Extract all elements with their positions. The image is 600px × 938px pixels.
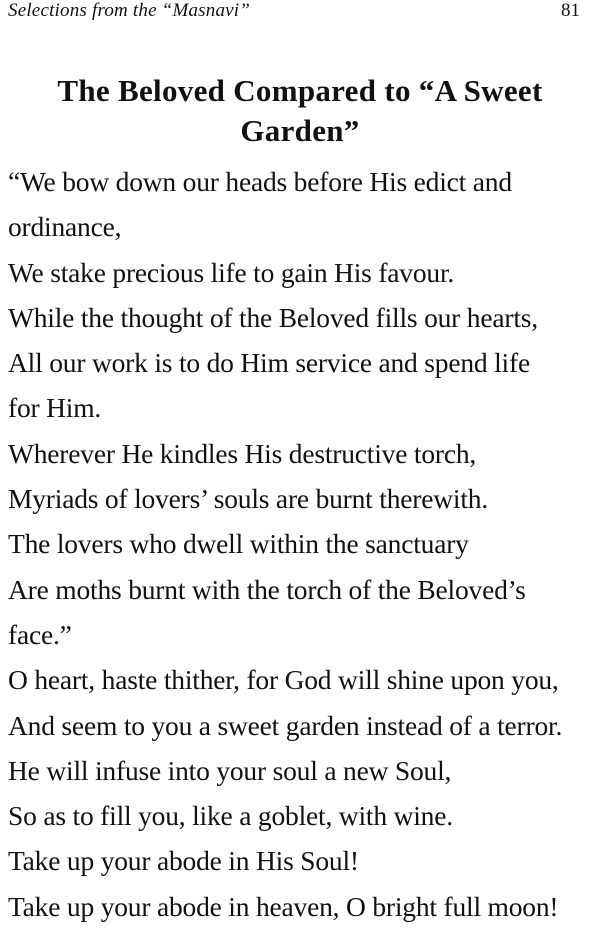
poem-line: “We bow down our heads before His edict and — [8, 166, 512, 197]
poem-line: O heart, haste thither, for God will shine upon you, — [8, 664, 559, 696]
poem-line: And seem to you a sweet garden instead of a terror. — [8, 709, 563, 741]
poem-line: The lovers who dwell within the sanctuary — [8, 528, 469, 560]
poem-line: for Him. — [8, 392, 102, 424]
poem-line: Take up your abode in His Soul! — [8, 845, 359, 877]
poem-line: So as to fill you, like a goblet, with wine. — [8, 800, 453, 832]
section-title-line-1: The Beloved Compared to “A Sweet — [57, 73, 543, 108]
poem-line: Wherever He kindles His destructive torch, — [8, 437, 477, 469]
poem-line: Myriads of lovers’ souls are burnt therewith. — [8, 483, 489, 515]
page-number: 81 — [561, 0, 580, 21]
poem-line: Are moths burnt with the torch of the Beloved’s — [8, 573, 526, 605]
poem-line: While the thought of the Beloved fills our hearts, — [8, 301, 538, 333]
section-title — [0, 71, 600, 151]
running-head: Selections from the “Masnavi” — [8, 0, 251, 21]
poem-body — [8, 159, 596, 929]
poem-line: He will infuse into your soul a new Soul, — [8, 754, 452, 786]
poem-line: ordinance, — [8, 211, 122, 243]
poem-line: Take up your abode in heaven, O bright full moon! — [8, 890, 559, 922]
poem-line: All our work is to do Him service and spend life — [8, 347, 530, 379]
section-title-line-2: Garden” — [240, 113, 360, 148]
poem-line: face.” — [8, 618, 72, 650]
poem-line: We stake precious life to gain His favour. — [8, 256, 455, 288]
